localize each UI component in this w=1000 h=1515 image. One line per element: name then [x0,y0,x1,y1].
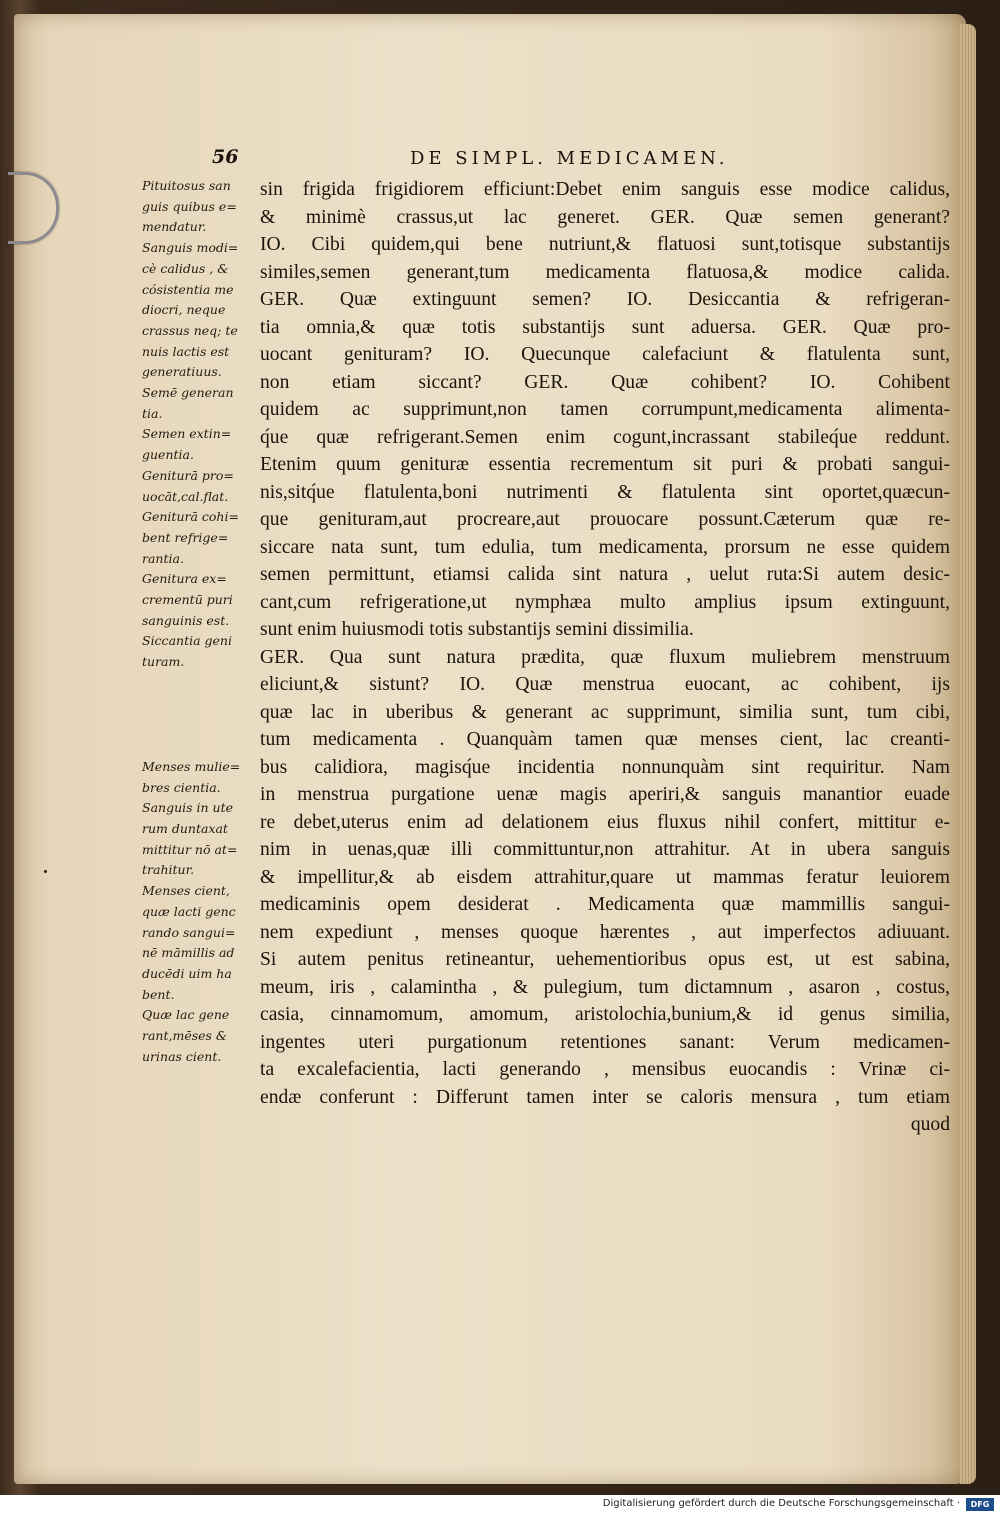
text-line: meum, iris , calamintha , & pulegium, tum dictamnum , asaron , costus, [260,976,950,998]
text-line: IO. Cibi quidem,qui bene nutriunt,& flatuosi sunt,totisque substantijs [260,234,950,255]
margin-note-line: crementū puri [142,592,233,608]
margin-note-line: bres cientia. [142,779,221,795]
text-line: re debet,uterus enim ad delationem eius fluxus nihil confert, mittitur e- [260,811,950,833]
margin-note-line: Genitura ex= [142,571,227,587]
margin-note-line: Semen extin= [142,426,232,442]
margin-note-line: bent refrige= [142,529,229,545]
text-line: casia, cinnamomum, amomum, aristolochia,bunium,& id genus similia, [260,1004,950,1025]
margin-note-line: Pituitosus san [142,178,231,193]
margin-note-line: trahitur. [142,862,195,878]
text-line: uocant genituram? IO. Quecunque calefaciunt & flatulenta sunt, [260,344,950,365]
margin-note-line: cósistentia me [142,281,234,297]
catchword: quod [910,1114,950,1135]
text-line: Etenim quum genituræ essentia recrementum sit puri & probati sangui- [260,454,950,475]
margin-note-line: Menses cient, [142,883,230,899]
text-line: in menstrua purgatione uenæ magis aperiri,& sanguis manantior euade [260,784,950,805]
running-title: DE SIMPL. MEDICAMEN. [410,148,729,169]
text-line: Si autem penitus retineantur, uehementioribus opus est, ut est sabina, [260,949,950,970]
page-edges [960,24,976,1484]
margin-note-line: diocri, neque [142,302,226,318]
margin-note-line: rantia. [142,550,184,566]
text-line: cant,cum refrigeratione,ut nymphæa multo amplius ipsum extinguunt, [260,591,950,613]
margin-note-line: tia. [142,405,163,421]
margin-note-line: mittitur nō at= [142,841,238,857]
digitization-credit: Digitalisierung gefördert durch die Deutsche Forschungsgemeinschaft · [602,1498,960,1509]
margin-note-line: nē māmillis ad [142,945,235,961]
margin-note-line: Sanguis modi= [142,240,239,256]
paper-clip [8,172,59,244]
text-line: quidem ac supprimunt,non tamen corrumpunt,medicamenta alimenta- [260,399,950,420]
text-line: ta excalefacientia, lacti generando , mensibus euocandis : Vrinæ ci- [260,1059,950,1080]
text-line: quæ lac in uberibus & generant ac supprimunt, similia sunt, tum cibi, [260,701,950,723]
text-line: semen permittunt, etiamsi calida sint natura , uelut ruta:Si autem desic- [260,564,950,585]
margin-note-line: mendatur. [142,219,207,235]
margin-note-line: Semē generan [142,385,234,401]
text-line: sunt enim huiusmodi totis substantijs semini dissimilia. [260,619,694,640]
margin-note-line: uocāt,cal.flat. [142,488,229,504]
text-line: nis,sitq́ue flatulenta,boni nutrimenti & flatulenta sint oportet,quæcun- [260,481,950,503]
margin-note-line: quæ lacti genc [142,903,236,919]
text-line: medicaminis opem desiderat . Medicamenta quæ mammillis sangui- [260,894,950,915]
ink-speck [44,870,47,873]
text-line: bus calidiora, magisq́ue incidentia nonnunquàm sint requiritur. Nam [260,756,950,778]
margin-note-line: bent. [142,986,175,1002]
text-line: endæ conferunt : Differunt tamen inter se caloris mensura , tum etiam [260,1086,950,1108]
margin-notes-group-2 [142,757,268,1068]
margin-notes-group-1 [142,176,268,673]
body-text [260,176,950,1139]
margin-note-line: guentia. [142,447,194,463]
text-line: tum medicamenta . Quanquàm tamen quæ menses cient, lac creanti- [260,729,950,750]
page-header [14,132,966,172]
margin-note-line: Siccantia geni [142,633,232,649]
text-line: nem expediunt , menses quoque hærentes , aut imperfectos adiuuant. [260,921,950,943]
margin-note-line: Sanguis in ute [142,800,233,816]
text-line: tia omnia,& quæ totis substantijs sunt aduersa. GER. Quæ pro- [260,316,950,338]
text-line: GER. Qua sunt natura prædita, quæ fluxum muliebrem menstruum [260,646,950,668]
page-number: 56 [212,146,239,168]
text-line: que genituram,aut procreare,aut prouocare possunt.Cæterum quæ re- [260,509,950,530]
margin-note-line: nuis lactis est [142,343,230,359]
text-line: siccare nata sunt, tum edulia, tum medicamenta, prorsum ne esse quidem [260,536,950,558]
text-line: ingentes uteri purgationum retentiones sanant: Verum medicamen- [260,1031,950,1053]
margin-note-line: rant,mēses & [142,1028,228,1044]
margin-note-line: Geniturā pro= [142,467,234,483]
dfg-logo: DFG [966,1498,994,1511]
margin-note-line: turam. [142,654,185,670]
text-line: sin frigida frigidiorem efficiunt:Debet enim sanguis esse modice calidus, [260,179,950,200]
text-line: GER. Quæ extinguunt semen? IO. Desiccantia & refrigeran- [260,289,950,310]
text-line: q́ue quæ refrigerant.Semen enim cogunt,incrassant stabileq́ue reddunt. [260,426,950,448]
text-line: nim in uenas,quæ illi committuntur,non attrahitur. At in ubera sanguis [260,839,950,860]
margin-note-line: rando sangui= [142,924,236,940]
margin-note-line: sanguinis est. [142,612,230,628]
book-page [14,14,966,1484]
margin-notes [142,176,268,1067]
margin-note-line: generatiuus. [142,364,222,380]
text-line: eliciunt,& sistunt? IO. Quæ menstrua euocant, ac cohibent, ijs [260,674,950,695]
margin-note-line: ducēdi uim ha [142,965,232,981]
text-line: & impellitur,& ab eisdem attrahitur,quare ut mammas feratur leuiorem [260,866,950,888]
margin-note-line: rum duntaxat [142,820,228,836]
margin-note-line: Geniturā cohi= [142,509,239,525]
text-line: non etiam siccant? GER. Quæ cohibent? IO. Cohibent [260,371,950,393]
footer-bar [0,1495,1000,1515]
margin-note-line: crassus neq; te [142,322,238,338]
margin-note-line: guis quibus e= [142,198,237,214]
margin-note-line: cè calidus , & [142,260,229,276]
margin-note-line: Menses mulie= [142,758,241,774]
margin-note-line: urinas cient. [142,1048,222,1064]
text-line: similes,semen generant,tum medicamenta flatuosa,& modice calida. [260,261,950,283]
margin-note-line: Quæ lac gene [142,1007,230,1023]
text-line: & minimè crassus,ut lac generet. GER. Quæ semen generant? [260,206,950,228]
